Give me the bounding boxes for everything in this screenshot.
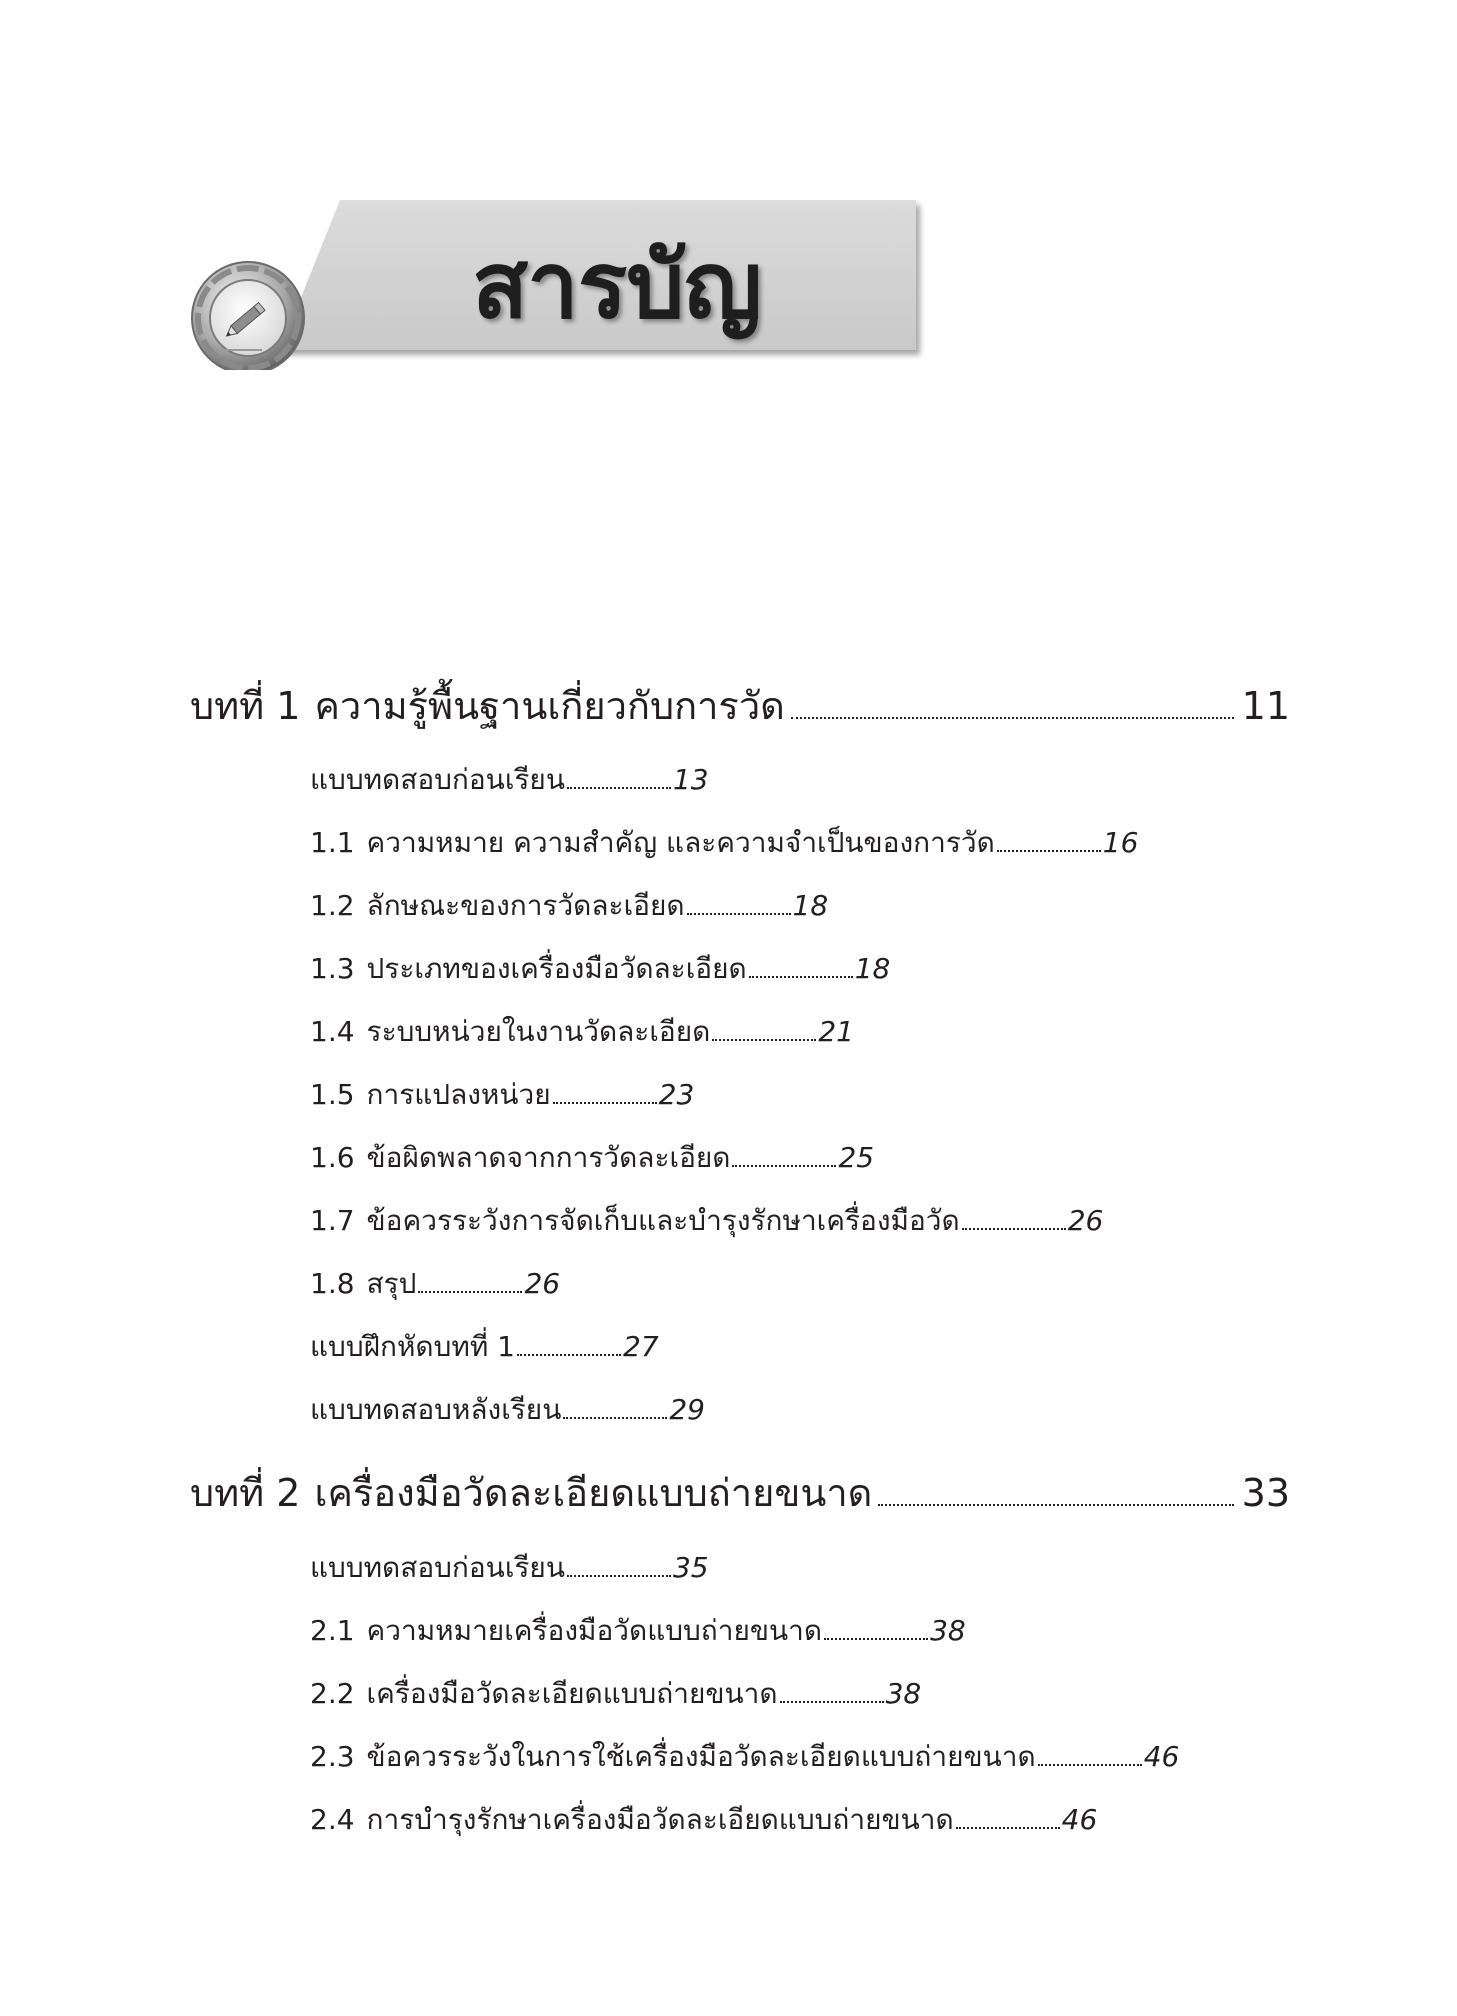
entry-number: 2.3 (310, 1740, 355, 1773)
toc-entry[interactable] (310, 1739, 1179, 1775)
dot-leader (712, 1038, 816, 1041)
toc-entry[interactable] (310, 1140, 874, 1176)
entry-title: แบบทดสอบก่อนเรียน (310, 763, 565, 796)
entry-page-number: 46 (1143, 1740, 1180, 1773)
entry-title: ความหมาย ความสำคัญ และความจำเป็นของการวัด (366, 826, 995, 859)
entry-title: การบำรุงรักษาเครื่องมือวัดละเอียดแบบถ่ายขนาด (366, 1803, 954, 1836)
entry-number: 1.8 (310, 1267, 355, 1300)
toc-entry[interactable] (310, 1266, 560, 1302)
entry-title: เครื่องมือวัดละเอียดแบบถ่ายขนาด (366, 1677, 778, 1710)
entry-title: ข้อผิดพลาดจากการวัดละเอียด (366, 1141, 731, 1174)
entry-page-number: 13 (672, 763, 709, 796)
entry-number: 1.2 (310, 889, 355, 922)
chapter-page-number: 33 (1241, 1471, 1290, 1515)
chapter-label: บทที่ 2 (190, 1471, 301, 1515)
dot-leader (878, 1503, 1233, 1506)
entry-page-number: 25 (838, 1141, 875, 1174)
entry-page-number: 38 (885, 1677, 922, 1710)
entry-title: แบบฝึกหัดบทที่ 1 (310, 1330, 515, 1363)
entry-title: ลักษณะของการวัดละเอียด (366, 889, 685, 922)
entry-page-number: 46 (1061, 1803, 1098, 1836)
entry-number: 2.4 (310, 1803, 355, 1836)
chapter-2-heading[interactable] (190, 1470, 1290, 1516)
dot-leader (824, 1637, 928, 1640)
entry-page-number: 27 (623, 1330, 659, 1363)
dot-leader (563, 1416, 667, 1419)
entry-title: ระบบหน่วยในงานวัดละเอียด (366, 1015, 711, 1048)
dot-leader (553, 1101, 657, 1104)
entry-title: ข้อควรระวังในการใช้เครื่องมือวัดละเอียดแบบถ่ายขนาด (366, 1740, 1036, 1773)
chapter-label: บทที่ 1 (190, 684, 301, 728)
entry-title: ความหมายเครื่องมือวัดแบบถ่ายขนาด (366, 1614, 823, 1647)
dot-leader (732, 1164, 836, 1167)
dot-leader (749, 975, 853, 978)
entry-title: แบบทดสอบหลังเรียน (310, 1393, 562, 1426)
toc-entry[interactable] (310, 1613, 966, 1649)
toc-entry[interactable] (310, 888, 828, 924)
chapter-1-heading[interactable] (190, 683, 1290, 729)
dot-leader (997, 849, 1101, 852)
entry-page-number: 26 (1067, 1204, 1104, 1237)
entry-page-number: 18 (854, 952, 891, 985)
toc-entry[interactable] (310, 1392, 705, 1428)
chapter-title: เครื่องมือวัดละเอียดแบบถ่ายขนาด (314, 1471, 873, 1515)
entry-page-number: 21 (818, 1015, 854, 1048)
toc-header-banner (190, 200, 940, 370)
dot-leader (418, 1290, 522, 1293)
entry-page-number: 16 (1102, 826, 1139, 859)
entry-number: 1.3 (310, 952, 355, 985)
entry-page-number: 18 (792, 889, 829, 922)
page-title: สารบัญ (472, 232, 762, 339)
entry-title: สรุป (366, 1267, 417, 1300)
chapter-page-number: 11 (1241, 684, 1290, 728)
entry-page-number: 38 (930, 1614, 966, 1647)
entry-number: 1.1 (310, 826, 355, 859)
entry-number: 1.5 (310, 1078, 355, 1111)
dot-leader (567, 1574, 671, 1577)
pencil-badge (192, 262, 304, 370)
entry-number: 1.6 (310, 1141, 355, 1174)
entry-page-number: 26 (524, 1267, 561, 1300)
toc-entry[interactable] (310, 1550, 709, 1586)
entry-page-number: 35 (672, 1551, 709, 1584)
entry-number: 2.2 (310, 1677, 355, 1710)
toc-entry[interactable] (310, 1077, 694, 1113)
entry-title: ประเภทของเครื่องมือวัดละเอียด (366, 952, 747, 985)
entry-title: การแปลงหน่วย (366, 1078, 551, 1111)
entry-number: 1.7 (310, 1204, 355, 1237)
dot-leader (962, 1227, 1066, 1230)
toc-entry[interactable] (310, 951, 890, 987)
dot-leader (956, 1826, 1060, 1829)
toc-entry[interactable] (310, 825, 1138, 861)
entry-number: 2.1 (310, 1614, 355, 1647)
entry-page-number: 29 (669, 1393, 705, 1426)
toc-entry[interactable] (310, 762, 709, 798)
toc-entry[interactable] (310, 1676, 921, 1712)
dot-leader (791, 716, 1234, 719)
dot-leader (780, 1700, 884, 1703)
toc-entry[interactable] (310, 1329, 659, 1365)
dot-leader (687, 912, 791, 915)
toc-entry[interactable] (310, 1203, 1103, 1239)
entry-title: ข้อควรระวังการจัดเก็บและบำรุงรักษาเครื่องมือวัด (366, 1204, 960, 1237)
toc-entry[interactable] (310, 1014, 854, 1050)
dot-leader (567, 786, 671, 789)
dot-leader (1038, 1763, 1142, 1766)
entry-number: 1.4 (310, 1015, 355, 1048)
entry-page-number: 23 (658, 1078, 695, 1111)
dot-leader (517, 1353, 621, 1356)
chapter-title: ความรู้พื้นฐานเกี่ยวกับการวัด (314, 684, 785, 728)
entry-title: แบบทดสอบก่อนเรียน (310, 1551, 565, 1584)
toc-entry[interactable] (310, 1802, 1097, 1838)
